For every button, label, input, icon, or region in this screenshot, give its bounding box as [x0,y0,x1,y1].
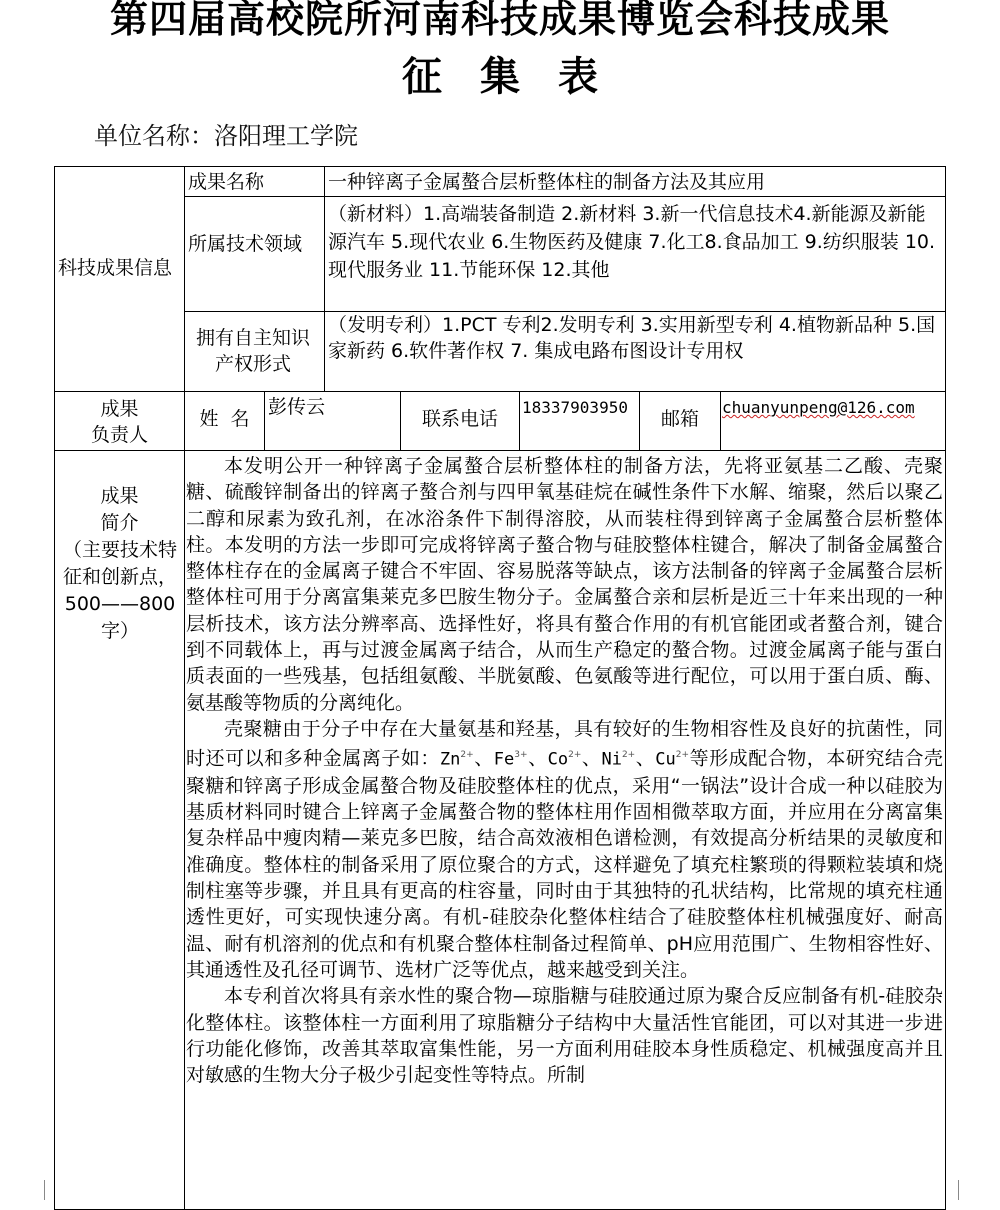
ion-co-charge: 2+ [568,750,582,761]
ion-fe: Fe [493,749,515,770]
page-corner-mark-left [24,1180,45,1200]
phone-value: 18337903950 [522,398,628,417]
intro-paragraph-2: 壳聚糖由于分子中存在大量氨基和羟基，具有较好的生物相容性及良好的抗菌性，同时还可以和多种金属离子如：$Zn^{2+}$、$Fe^{3+}$、$Co^{2+}$、$Ni^{2+}$、$Cu^{2+}$等形成配合物，本研究结合壳聚糖和锌离子形成金属螯合物及硅胶整体柱的优点，采用“一锅法”设计合成一种以硅胶为基质材料同时键合上锌离子金属螯合物的整体柱用作固相微萃取方面，并应用在分离富集复杂样品中瘦肉精—莱克多巴胺，结合高效液相色谱检测，有效提高分析结果的灵敏度和准确度。整体柱的制备采用了原位聚合的方式，这样避免了填充柱繁琐的得颗粒装填和烧制柱塞等步骤，并且具有更高的柱容量，同时由于其独特的孔状结构，比常规的填充柱通透性更好，可实现快速分离。有机-硅胶杂化整体柱结合了硅胶整体柱机械强度好、耐高温、耐有机溶剂的优点和有机聚合整体柱制备过程简单、pH应用范围广、生物相容性好、其通透性及孔径可调节、选材广泛等优点，越来越受到关注。 [186,717,943,981]
phone-label: 联系电话 [421,408,498,430]
intro-paragraph-2b: 等形成配合物，本研究结合壳聚糖和锌离子形成金属螯合物及硅胶整体柱的优点，采用“一锅法”设计合成一种以硅胶为基质材料同时键合上锌离子金属螯合物的整体柱用作固相微萃取方面，并应用在分离富集复杂样品中瘦肉精—莱克多巴胺，结合高效液相色谱检测，有效提高分析结果的灵敏度和准确度。整体柱的制备采用了原位聚合的方式，这样避免了填充柱繁琐的得颗粒装填和烧制柱塞等步骤，并且具有更高的柱容量，同时由于其独特的孔状结构，比常规的填充柱通透性更好，可实现快速分离。有机-硅胶杂化整体柱结合了硅胶整体柱机械强度好、耐高温、耐有机溶剂的优点和有机聚合整体柱制备过程简单、pH应用范围广、生物相容性好、其通透性及孔径可调节、选材广泛等优点，越来越受到关注。 [186,747,943,981]
owner-section-label-2: 负责人 [90,424,148,446]
intro-paragraph-1: 本发明公开一种锌离子金属螯合层析整体柱的制备方法，先将亚氨基二乙酸、壳聚糖、硫酸锌制备出的锌离子螯合剂与四甲氧基硅烷在碱性条件下水解、缩聚，然后以聚乙二醇和尿素为致孔剂，在冰浴条件下制得溶胶，从而装柱得到锌离子金属螯合层析整体柱。本发明的方法一步即可完成将锌离子螯合物与硅胶整体柱键合，解决了制备金属螯合整体柱存在的金属离子键合不牢固、容易脱落等缺点，该方法制备的锌离子金属螯合层析整体柱可用于分离富集莱克多巴胺生物分子。金属螯合亲和层析是近三十年来出现的一种层析技术，该方法分辨率高、选择性好，将具有螯合作用的有机官能团或者螯合剂，键合到不同载体上，再与过渡金属离子结合，从而生产稳定的螯合物。过渡金属离子能与蛋白质表面的一些残基，包括组氨酸、半胱氨酸、色氨酸等进行配位，可以用于蛋白质、酶、氨基酸等物质的分离纯化。 [186,455,943,714]
ion-fe-charge: 3+ [514,750,528,761]
form-title-line1: 第四届高校院所河南科技成果博览会科技成果 [109,0,890,41]
name-value: 一种锌离子金属螯合层析整体柱的制备方法及其应用 [328,171,766,193]
ion-zn: Zn [439,749,461,770]
intro-label-2: 简介 [100,512,139,534]
owner-section-label-1: 成果 [100,398,139,420]
ip-value: （发明专利）1.PCT 专利2.发明专利 3.实用新型专利 4.植物新品种 5.国家新药 6.软件著作权 7. 集成电路布图设计专用权 [328,314,936,362]
intro-paragraph-3: 本专利首次将具有亲水性的聚合物—琼脂糖与硅胶通过原为聚合反应制备有机-硅胶杂化整体柱。该整体柱一方面利用了琼脂糖分子结构中大量活性官能团，可以对其进一步进行功能化修饰，改善其萃取富集性能，另一方面利用硅胶本身性质稳定、机械强度高并且对敏感的生物大分子极少引起变性等特点。所制 [186,985,943,1087]
ion-co: Co [547,749,569,770]
ion-ni-charge: 2+ [621,750,636,761]
name-label: 成果名称 [188,171,265,193]
field-value: （新材料）1.高端装备制造 2.新材料 3.新一代信息技术4.新能源及新能源汽车 5.现代农业 6.生物医药及健康 7.化工8.食品加工 9.纺织服装 10.现代服务业 11.节能环保 12.其他 [328,203,936,281]
email-value[interactable]: chuanyunpeng@126.com [722,398,915,417]
unit-name: 单位名称：洛阳理工学院 [94,122,358,150]
email-label: 邮箱 [660,408,699,430]
field-label: 所属技术领域 [188,233,303,255]
intro-label-1: 成果 [100,485,139,507]
form-title-line2: 征集表 [402,53,636,100]
ion-zn-charge: 2+ [460,750,474,761]
ion-ni: Ni [601,749,622,770]
ion-cu-charge: 2+ [675,750,690,761]
ion-cu: Cu [655,749,676,770]
intro-label-3: （主要技术特征和创新点，500——800字） [62,539,177,642]
ip-label: 拥有自主知识产权形式 [195,327,310,375]
intro-paragraph-2a: 壳聚糖由于分子中存在大量氨基和羟基，具有较好的生物相容性及良好的抗菌性，同时还可以和多种金属离子如： [186,717,943,770]
owner-name-value: 彭传云 [268,396,326,418]
info-section-label: 科技成果信息 [58,257,173,279]
intro-body [186,453,943,1088]
page-corner-mark-right [958,1180,979,1200]
owner-name-label: 姓 名 [199,408,250,430]
